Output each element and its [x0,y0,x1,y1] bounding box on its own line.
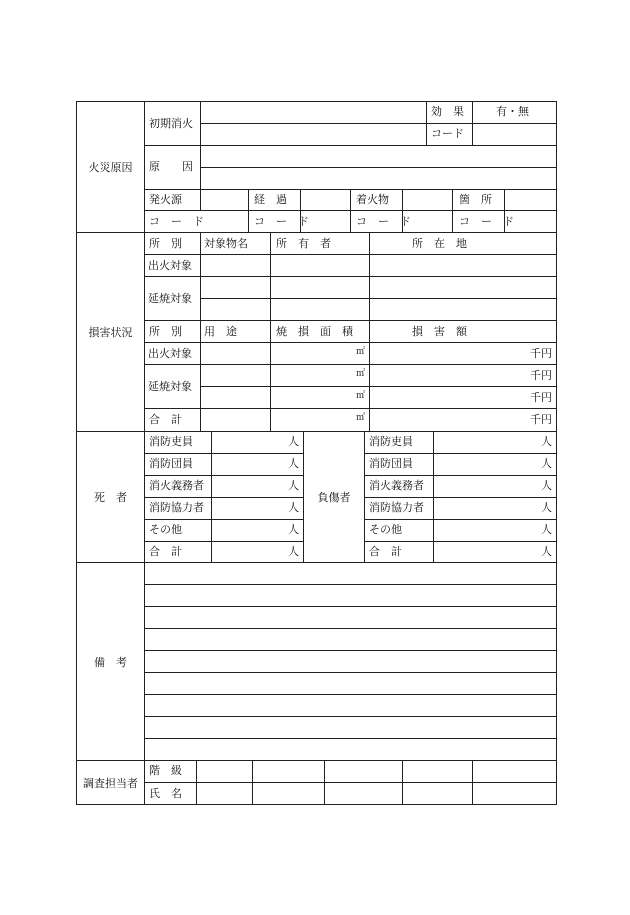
col-line [270,232,271,432]
row-line [144,541,303,542]
money-unit: 千円 [530,369,552,382]
person-unit: 人 [288,479,299,492]
col-line [369,232,370,432]
person-unit: 人 [288,523,299,536]
usage-header: 用 途 [204,325,237,338]
death-row-label: 消防団員 [149,457,193,470]
person-unit: 人 [541,457,552,470]
person-unit: 人 [288,457,299,470]
name-label: 氏 名 [149,787,182,800]
fire-cause-label: 火災原因 [88,161,133,174]
outer-bottom-border [76,804,557,805]
initial-extinguish-label: 初期消火 [149,117,193,130]
effect-code-label: コード [431,127,464,140]
ignition-source-label: 発火源 [149,193,182,206]
col-line [433,431,434,563]
effect-value[interactable]: 有・無 [496,105,529,118]
col-line [211,431,212,563]
injured-row-label: 合 計 [369,545,402,558]
injured-label: 負傷者 [317,491,351,504]
row-line [364,453,557,454]
row-line [200,386,557,387]
row-line [144,408,557,409]
injured-row-label: 消火義務者 [369,479,424,492]
person-unit: 人 [541,523,552,536]
row-line [200,298,557,299]
col-line [324,760,325,805]
col-line [452,189,453,233]
row-line [200,123,557,124]
row-line [144,342,557,343]
area-unit: ㎡ [356,347,366,357]
location-label: 箇 所 [459,193,492,206]
row-line [144,364,557,365]
owner-header: 所 有 者 [276,237,331,250]
section-divider-3 [76,562,557,563]
spread-target-label-2: 延焼対象 [148,380,192,393]
category-label: 所 別 [149,237,182,250]
cause-label: 原 因 [149,160,193,173]
death-row-label: 消火義務者 [149,479,204,492]
section-divider-1 [76,232,557,233]
money-unit: 千円 [530,413,552,426]
person-unit: 人 [288,545,299,558]
col-line [200,232,201,432]
col-line [196,760,197,805]
row-line [144,519,303,520]
remarks-label: 備 考 [94,655,127,669]
damage-status-label: 損害状況 [88,326,133,339]
row-line [144,475,303,476]
col-line [472,101,473,145]
col-line [252,760,253,805]
rank-label: 階 級 [149,764,182,777]
death-row-label: 消防協力者 [149,501,204,514]
death-row-label: その他 [149,523,182,536]
remarks-line [144,672,557,673]
remarks-line [144,650,557,651]
row-line [144,145,557,146]
col-line [200,101,201,211]
remarks-line [144,606,557,607]
investigator-label: 調査担当者 [83,776,138,790]
person-unit: 人 [541,501,552,514]
remarks-line [144,694,557,695]
address-header: 所 在 地 [412,237,467,250]
col-line [472,760,473,805]
injured-row-label: その他 [369,523,402,536]
total-label: 合 計 [149,413,182,426]
person-unit: 人 [541,479,552,492]
row-line [364,475,557,476]
row-line [144,453,303,454]
area-unit: ㎡ [356,369,366,379]
death-row-label: 合 計 [149,545,182,558]
person-unit: 人 [288,435,299,448]
row-line [144,276,557,277]
injured-row-label: 消防吏員 [369,435,413,448]
code-label-3: コ ー ド [356,215,411,228]
money-unit: 千円 [530,347,552,360]
origin-target-label: 出火対象 [148,259,192,272]
remarks-line [144,716,557,717]
outer-right-border [556,101,557,805]
damage-amount-header: 損 害 額 [412,325,467,338]
row-line [144,320,557,321]
death-row-label: 消防吏員 [149,435,193,448]
injured-row-label: 消防団員 [369,457,413,470]
effect-label: 効 果 [431,105,464,118]
target-name-header: 対象物名 [204,237,248,250]
category-label-2: 所 別 [149,325,182,338]
code-label-2: コ ー ド [254,215,309,228]
remarks-line [144,628,557,629]
origin-target-label-2: 出火対象 [148,347,192,360]
code-label-4: コ ー ド [459,215,514,228]
col-line [248,189,249,233]
col-line [364,431,365,563]
row-line [200,167,557,168]
person-unit: 人 [288,501,299,514]
label-column-divider [144,101,145,805]
code-label-1: コ ー ド [149,215,204,228]
injured-row-label: 消防協力者 [369,501,424,514]
row-line [144,782,557,783]
area-unit: ㎡ [356,413,366,423]
area-unit: ㎡ [356,391,366,401]
row-line [144,254,557,255]
outer-top-border [76,101,557,102]
row-line [364,519,557,520]
deaths-label: 死 者 [94,491,127,504]
remarks-line [144,738,557,739]
person-unit: 人 [541,545,552,558]
process-label: 経 過 [254,193,287,206]
col-line [350,189,351,233]
remarks-line [144,584,557,585]
col-line [402,760,403,805]
money-unit: 千円 [530,391,552,404]
row-line [144,497,303,498]
row-line [364,541,557,542]
spread-target-label: 延焼対象 [148,292,192,305]
row-line [364,497,557,498]
section-divider-4 [76,760,557,761]
col-line [426,101,427,145]
burned-area-header: 焼 損 面 積 [276,325,353,338]
ignited-object-label: 着火物 [356,193,389,206]
person-unit: 人 [541,435,552,448]
